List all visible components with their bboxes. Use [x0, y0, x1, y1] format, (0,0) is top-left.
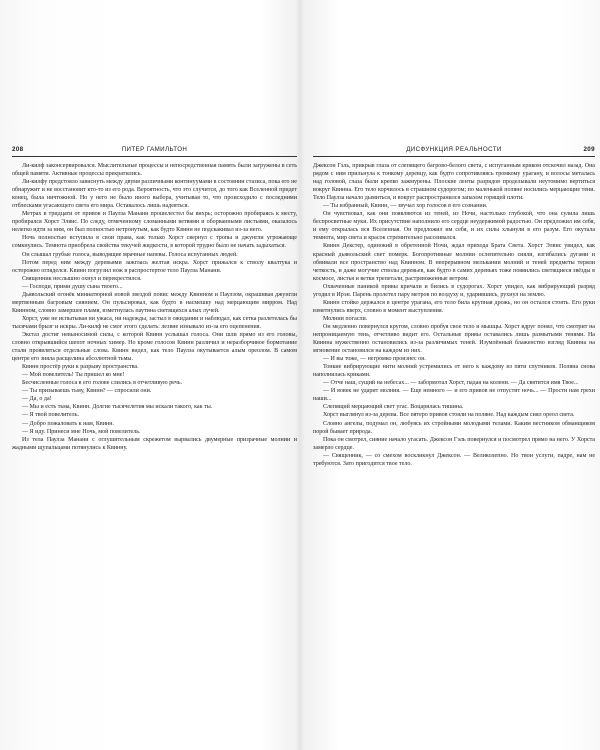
- paragraph: Хорст выглянул из-за дерева. Все пятеро привов стояли на поляне. Над каждым сиял ореол света.: [323, 412, 575, 419]
- paragraph: — Да, о да!: [22, 396, 52, 403]
- page-number: 209: [583, 146, 595, 153]
- right-page-body: [313, 162, 595, 468]
- paragraph: Молнии погасли.: [323, 315, 368, 322]
- paragraph: Ночь полностью вступила в свои права, как только Хорст свернул с тропы и джунгли угрожающе сомкнулись. Темнота приобрела свойства текучей жидкости, в которой трудно было не начать задыхаться.: [12, 235, 297, 250]
- paragraph: Квинн стойко держался в центре урагана, его тело била крупная дрожь, но он остался стоять. Его руки взметнулись вверх, словно в момент выступления.: [313, 299, 595, 314]
- paragraph: Священник неслышно охнул и перекрестился.: [22, 275, 142, 282]
- paragraph: Квинн простёр руки к разрыву пространства.: [22, 364, 139, 371]
- paragraph: — Я иду. Принеси мне Ночь, мой повелитель.: [22, 428, 141, 435]
- paragraph: — Мой повелитель! Ты пришел ко мне!: [22, 372, 125, 379]
- running-head: ПИТЕР ГАМИЛЬТОН: [121, 146, 188, 153]
- paragraph: Словно ангелы, подумал он, любуясь их стройными молодыми телами. Каким вестником обманщиком порой бывает природа.: [313, 420, 595, 435]
- paragraph: — Мы и есть тьма, Квинн. Долгие тысячелетия мы искали такого, как ты.: [22, 404, 213, 411]
- paragraph: — Господи, прими душу сына твоего...: [22, 283, 123, 290]
- paragraph: Квинн Декстер, одинокий в обретенной Ночи, ждал прихода Брата Света. Хорст Элвис увидел, как красный дьявольский свет померк. Богопротивные молнии ослепительно сияли, изгибались дугами и обвивали все пространство над Квинном. В непрерывном мелькании молний и теней предметы теряли четкость, и даже могучие стволы деревьев, как будто в самих деревьях тоже появились светящиеся звёзды в космосе, листья и ветки трепетали, растревоженные ветром.: [313, 243, 595, 282]
- paragraph: Он медленно повернулся кругом, словно пробуя свое тело и мышцы. Хорст вдруг понял, что смотрит на непроницаемую тень, отчетливо видит его. Остальные привы оставались лишь размытыми тенями. На Квинна мужественно остановились из-за различимых теней. Изумлённый блаженство взгляд Квинна на мгновение остановился на каждом из них.: [313, 323, 595, 355]
- paragraph: Ли-килфу предстояло зависнуть между двумя различными континуумами в состоянии стазиса, пока его не обнаружит и не восстановит кто-то из его рода. Вероятность, что это случится, до того как Вселенной придет конец, была ничтожной. Но у него не было иного выбора, учитывая то, что происходило с последними отблесками угасающего света его мира. Оставалось лишь надеяться.: [12, 179, 297, 210]
- paragraph: Слепящий мерцающий свет угас. Воцарилась тишина.: [323, 404, 464, 411]
- paragraph: — Отче наш, сущий на небесах... — забормотал Хорст, падая на колени. — Да святится имя Твое...: [323, 380, 579, 387]
- paragraph: — Священник, — со смехом воскликнул Джексон. — Великолепно. Но твои услуги, падре, нам не требуются. Зато пригодится твое тело.: [313, 452, 595, 467]
- paragraph: — И вовек не ударит молния. — Еще немного — и его привов не отпустит ночь... — Прости нам грехи наши...: [313, 388, 595, 403]
- left-page-header: [12, 144, 297, 157]
- paragraph: Охваченные паникой привы кричали и бились в судорогах. Хорст увидел, как вибрирующий разряд угодил в Ирэн. Парень пролетел пару метров по воздуху и, ударившись, рухнул на землю.: [313, 283, 595, 298]
- paragraph: Дьявольский огонёк миниатюрной новой звездой повис между Квинном и Паулзом, окрашивая джунгли мертвенным багровым сиянием. Он пульсировал, как будто в насмешку над мерцающим мирром. Над Квинном, словно замершее пламя, взметнулась паутина светящихся алых лучей.: [12, 291, 297, 314]
- left-page-body: [12, 162, 297, 452]
- paragraph: — Ты избранный, Квинн, — звучал хор голосов в его сознании.: [323, 203, 488, 210]
- paragraph: Тонкие вибрирующие нити молний устремились от него к каждому из пяти спутников. Поляна снова наполнилась криками.: [313, 364, 595, 379]
- paragraph: Хорст, уже не испытывая ни ужаса, ни надежды, застыл в ожидании и наблюдал, как сетка разлетелась бы тысячами брызг и искры. Ли-килф не смог этого сделать: лезвие изнывало из-за его оцепенения.: [12, 315, 297, 330]
- paragraph: — Я твой повелитель.: [22, 412, 79, 419]
- paragraph: — Добро пожаловать к нам, Квинн.: [22, 420, 114, 427]
- paragraph: Бесчисленные голоса в его голове слились в отчетливую речь.: [22, 380, 183, 387]
- paragraph: Он чувствовал, как они появляются из теней, из Ночи, настолько глубокой, что она сулила лишь беспросветные муки. Их присутствие наполнило его сердце неудержимой радостью. Он предложил им себя, и ему открылась вся Вселенная. Он предложил им себя, и их силы хлынули в его разум. Его окутала темнота, мир света и красок стремительно рассеивался.: [313, 211, 595, 242]
- page-number: 208: [12, 146, 24, 153]
- left-page: [12, 144, 297, 744]
- paragraph: Ли-килф законсервировался. Мыслительные процессы и непосредственная память были загружены в сеть общей памяти. Активные процессы прекратились.: [12, 163, 297, 178]
- paragraph: — И вы тоже, — негромко произнес он.: [323, 356, 426, 363]
- running-head: ДИСФУНКЦИЯ РЕАЛЬНОСТИ: [406, 146, 502, 153]
- paragraph: Экстаз достиг невыносимой силы, с которой Квинн услышал голоса. Они шли прямо из его головы, словно открывшийся шепот ночных химер. Но кроме голосов Квинн различил и неразборчивое бормотание стали проявляться отдельные слова. Квинн видел, как тело Паулза окутывается алым ореолом. В самом центре его зияла расщелина абсолютной тьмы.: [12, 331, 297, 363]
- right-page: [313, 144, 595, 744]
- paragraph: — Ты призываешь тьму, Квинн? — спросили они.: [22, 388, 152, 395]
- paragraph: Пока он смотрел, сияние начало угасать. Джексон Гэль повернулся и посмотрел прямо на него. У Хорста замерло сердце.: [313, 436, 595, 451]
- paragraph: Джексон Гэль, прикрыв глаза от слепящего багрово-белого света, с испуганным криком отскочил назад. Она рядом с ним прильнула к тонкому деревцу, как будто сопротивляясь громкому урагану, и волосы металась над головой, глаза были крепко зажмурены. Плоские ленты разрядов проделывали неутомимо вертиться вокруг Квинна. Его тело корчилось в страшном судорогом; по маленькой поляне носились мерцающие тени. Тело Паулза начало дымиться, и вокруг распространился запахом горящей плоти.: [313, 163, 595, 202]
- paragraph: Метрах в тридцати от привов и Паулза Манани прошелестел бы вихрь; осторожно пробираясь к месту, пробирался Хорст Элвис. По следу, отмеченному сломанными ветвями и оборванными листьями, оказалось нелегко идти за ним, он был полностью нетронутым, как будто Квинн не подскакивал из-за него.: [12, 211, 297, 234]
- paragraph: Потом перед ним между деревьями зажглась желтая искра. Хорст прижался к стволу квалтука и осторожно огляделся. Квинн погрузил нож в распростертое тело Паулза Манани.: [12, 259, 297, 274]
- paragraph: Он слышал грубые голоса, выводящие мрачные напевы. Голоса испуганных людей.: [22, 251, 238, 258]
- paragraph: Из тела Паулза Манани с оглушительным скрежетом вырвались двумерные призрачные молнии и жадными щупальцами потянулись к Квинну.: [12, 436, 297, 451]
- right-page-header: [313, 144, 595, 157]
